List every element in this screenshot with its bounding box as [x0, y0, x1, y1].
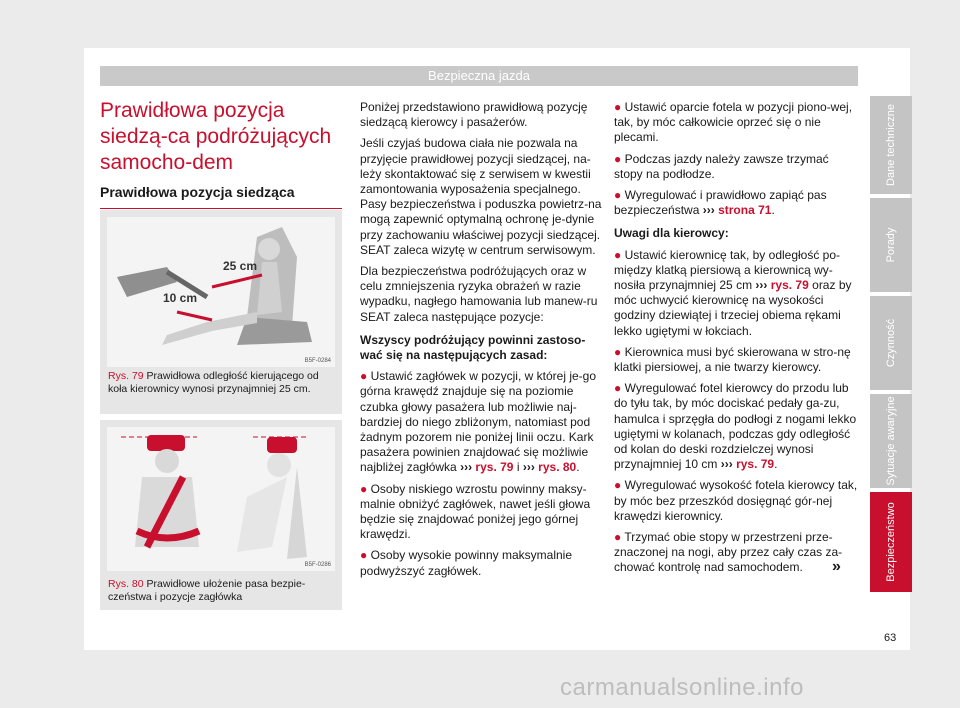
figure-ref: Rys. 79 [108, 370, 144, 382]
figure-caption [108, 370, 336, 396]
page-header: Bezpieczna jazda [100, 66, 858, 86]
figure-code: B5F-0286 [304, 562, 331, 568]
watermark: carmanualsonline.info [560, 674, 804, 701]
bullet-icon: ● [614, 478, 622, 493]
figure-code: B5F-0284 [304, 358, 331, 364]
bullet-icon: ● [614, 188, 622, 203]
figure-caption-text: Prawidłowa odległość kierującego od koła kierownicy wynosi przynajmniej 25 cm. [108, 370, 319, 395]
figure-ref: Rys. 80 [108, 578, 144, 590]
figure-80 [100, 420, 342, 610]
text-column-right [614, 100, 858, 582]
figure-caption-text: Prawidłowe ułożenie pasa bezpie-czeństwa i pozycje zagłówka [108, 578, 306, 603]
driver-notes-heading: Uwagi dla kierowcy: [614, 226, 729, 241]
bullet-item: ● Kierownica musi być skierowana w stro-nę klatki piersiowej, a nie twarzy kierowcy. [614, 344, 851, 375]
bullet-icon: ● [614, 100, 622, 114]
distance-label-10cm: 10 cm [163, 291, 198, 305]
continued-icon: » [832, 558, 841, 575]
bullet-icon: ● [360, 369, 368, 384]
section-heading [100, 98, 342, 209]
bullet-icon: ● [614, 381, 622, 396]
belt-headrest-illustration [107, 427, 335, 571]
figure-link[interactable]: rys. 79 [475, 460, 514, 475]
rules-heading: Wszyscy podróżujący powinni zastoso-wać się na następujących zasad: [360, 332, 586, 363]
paragraph: Poniżej przedstawiono prawidłową pozycję siedzącą kierowcy i pasażerów. [360, 100, 588, 130]
paragraph: Jeśli czyjaś budowa ciała nie pozwala na przyjęcie prawidłowej pozycji siedzącej, na-leży skontaktować się z serwisem w kwestii zamontowania wyposażenia specjalnego. Pasy bezpieczeństwa i poduszka powietrz-na mogą zapewnić optymalną ochronę je-dynie przy zachowaniu właściwej pozycji siedzącej. SEAT zaleca wizytę w centrum serwisowym. [360, 136, 602, 257]
bullet-item: ● Wyregulować wysokość fotela kierowcy tak, by móc bez przeszkód dosięgnąć gór-nej krawędzi kierownicy. [614, 478, 858, 523]
section-title: Prawidłowa pozycja siedzą-ca podróżujących samocho-dem [100, 99, 332, 174]
page-number: 63 [884, 632, 897, 644]
seating-distance-illustration [107, 217, 335, 367]
bullet-icon: ● [614, 247, 622, 262]
bullet-item: ● Osoby niskiego wzrostu powinny maksy-malnie obniżyć zagłówek, nawet jeśli głowa będzie się znajdować poniżej jego górnej krawędzi. [360, 481, 591, 542]
tab-dane-techniczne[interactable]: Dane techniczne [870, 96, 912, 194]
bullet-icon: ● [360, 481, 368, 496]
distance-label-25cm: 25 cm [223, 259, 258, 273]
figure-caption [108, 578, 336, 604]
bullet-item: ● Ustawić kierownicę tak, by odległość po-między klatką piersiową a kierownicą wy-nosiła przynajmniej 25 cm ››› rys. 79 oraz by móc uchwycić kierownicę na wysokości godziny dziewiątej i trzeciej obiema rękami lekko ugiętymi w łokciach. [614, 247, 852, 338]
bullet-item: ● Wyregulować i prawidłowo zapiąć pas bezpieczeństwa ››› strona 71. [614, 188, 827, 218]
section-subtitle: Prawidłowa pozycja siedząca [100, 184, 342, 209]
text-column-middle [360, 100, 604, 585]
bullet-icon: ● [614, 151, 622, 166]
bullet-icon: ● [614, 344, 622, 359]
bullet-item: ● Podczas jazdy należy zawsze trzymać stopy na podłodze. [614, 151, 829, 181]
bullet-item: ● Ustawić zagłówek w pozycji, w której je-go górna krawędź znajduje się na poziomie czubka głowy pasażera lub możliwie naj-bardziej do niego zbliżonym, natomiast pod żadnym pozorem nie poniżej linii oczu. Kark pasażera powinien znajdować się możliwie najbliżej zagłówka ››› rys. 79 i ››› rys. 80. [360, 369, 597, 475]
tab-sytuacje-awaryjne[interactable]: Sytuacje awaryjne [870, 394, 912, 488]
bullet-item: ● Trzymać obie stopy w przestrzeni prze-znaczonej na nogi, aby przez cały czas za-chować kontrolę nad samochodem. [614, 530, 843, 575]
bullet-icon: ● [614, 530, 622, 545]
tab-czynnosc[interactable]: Czynność [870, 296, 912, 390]
page-link[interactable]: strona 71 [718, 203, 772, 218]
figure-link[interactable]: rys. 79 [736, 457, 775, 472]
bullet-item: ● Wyregulować fotel kierowcy do przodu lub do tyłu tak, by móc dociskać pedały ga-zu, hamulca i sprzęgła do podłogi z nogami lekko ugiętymi w kolanach, podczas gdy odległość od kolan do deski rozdzielczej wynosi przynajmniej 10 cm ››› rys. 79. [614, 381, 857, 472]
figure-79 [100, 210, 342, 414]
figure-link[interactable]: rys. 80 [538, 460, 577, 475]
bullet-item: ● Osoby wysokie powinny maksymalnie podwyższyć zagłówek. [360, 548, 573, 578]
tab-porady[interactable]: Porady [870, 198, 912, 292]
figure-link[interactable]: rys. 79 [770, 278, 809, 293]
bullet-item: ● Ustawić oparcie fotela w pozycji piono-wej, tak, by móc całkowicie oprzeć się o nie plecami. [614, 100, 853, 145]
bullet-icon: ● [360, 548, 368, 563]
tab-bezpieczenstwo[interactable]: Bezpieczeństwo [870, 492, 912, 592]
paragraph: Dla bezpieczeństwa podróżujących oraz w celu zmniejszenia ryzyka obrażeń w razie wypadku, nagłego hamowania lub manew-ru SEAT zaleca następujące pozycje: [360, 264, 598, 324]
